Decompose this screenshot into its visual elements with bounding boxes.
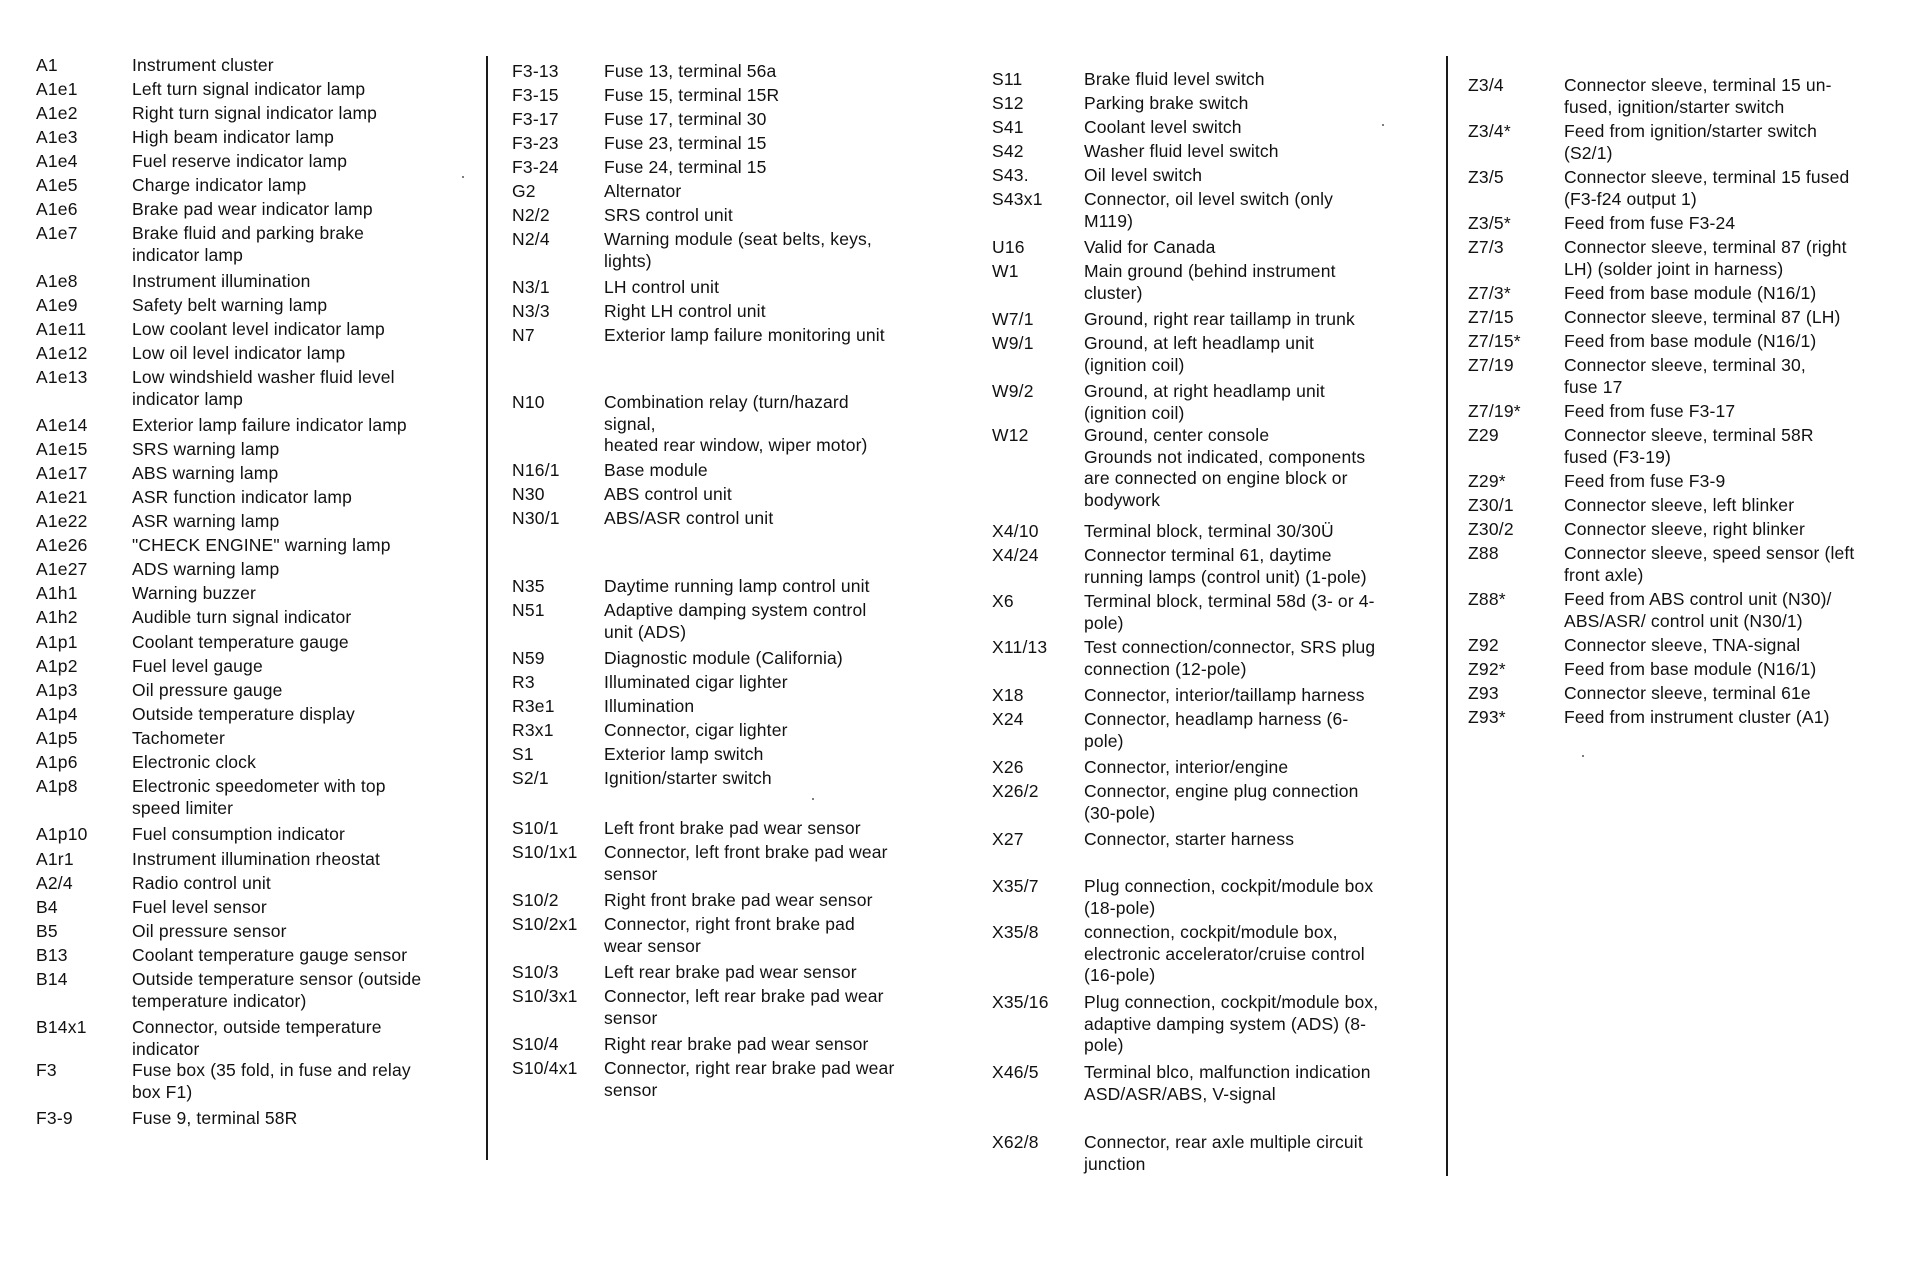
component-description: Connector sleeve, left blinker (1564, 495, 1795, 515)
component-code: R3 (512, 672, 535, 692)
component-code: A1p5 (36, 728, 78, 748)
component-code: S2/1 (512, 768, 549, 788)
component-code: A1e17 (36, 463, 88, 483)
component-code: A1e2 (36, 103, 78, 123)
component-code: S10/2 (512, 890, 559, 910)
component-description: Right LH control unit (604, 301, 766, 321)
component-code: Z3/5* (1468, 213, 1511, 233)
component-description: Brake pad wear indicator lamp (132, 199, 373, 219)
component-code: S12 (992, 93, 1024, 113)
component-description: Feed from fuse F3-17 (1564, 401, 1736, 421)
component-code: A1e22 (36, 511, 88, 531)
component-code: Z92* (1468, 659, 1506, 679)
component-description: Instrument illumination rheostat (132, 849, 380, 869)
component-code: R3x1 (512, 720, 554, 740)
component-description: Feed from ABS control unit (N30)/ ABS/ASR/ control unit (N30/1) (1564, 589, 1832, 631)
component-code: W7/1 (992, 309, 1034, 329)
component-description: Fuel level sensor (132, 897, 267, 917)
component-description: Plug connection, cockpit/module box, adaptive damping system (ADS) (8- pole) (1084, 992, 1379, 1055)
component-code: A1e4 (36, 151, 78, 171)
component-code: G2 (512, 181, 536, 201)
component-code: S10/4 (512, 1034, 559, 1054)
component-description: Connector sleeve, terminal 15 fused (F3-f24 output 1) (1564, 167, 1850, 209)
component-description: Coolant level switch (1084, 117, 1242, 137)
component-code: X6 (992, 591, 1014, 611)
component-code: X4/24 (992, 545, 1039, 565)
component-description: Fuse 23, terminal 15 (604, 133, 767, 153)
component-code: X35/8 (992, 922, 1039, 942)
component-code: X27 (992, 829, 1024, 849)
component-code: B4 (36, 897, 58, 917)
component-code: Z3/4* (1468, 121, 1511, 141)
component-description: Diagnostic module (California) (604, 648, 843, 668)
component-description: Connector sleeve, terminal 30, fuse 17 (1564, 355, 1806, 397)
component-code: A1p2 (36, 656, 78, 676)
component-code: A1p3 (36, 680, 78, 700)
component-description: Connector, rear axle multiple circuit junction (1084, 1132, 1363, 1174)
component-code: A1e3 (36, 127, 78, 147)
component-code: X35/16 (992, 992, 1049, 1012)
component-code: B13 (36, 945, 68, 965)
component-description: Alternator (604, 181, 682, 201)
component-description: Low oil level indicator lamp (132, 343, 346, 363)
component-code: A1e21 (36, 487, 88, 507)
component-description: Exterior lamp switch (604, 744, 764, 764)
component-code: R3e1 (512, 696, 555, 716)
component-description: Feed from fuse F3-24 (1564, 213, 1736, 233)
component-description: Brake fluid and parking brake indicator lamp (132, 223, 364, 265)
component-code: F3-13 (512, 61, 559, 81)
component-description: Right front brake pad wear sensor (604, 890, 873, 910)
component-code: F3-24 (512, 157, 559, 177)
component-code: Z88 (1468, 543, 1499, 563)
component-description: Ignition/starter switch (604, 768, 772, 788)
component-description: Adaptive damping system control unit (ADS) (604, 600, 867, 642)
component-description: Fuse 15, terminal 15R (604, 85, 780, 105)
component-code: Z7/19 (1468, 355, 1514, 375)
component-code: S10/4x1 (512, 1058, 578, 1078)
component-code: N3/3 (512, 301, 550, 321)
component-description: Feed from instrument cluster (A1) (1564, 707, 1830, 727)
component-description: Connector sleeve, terminal 15 un- fused, ignition/starter switch (1564, 75, 1832, 117)
component-code: Z3/4 (1468, 75, 1504, 95)
component-description: Connector sleeve, right blinker (1564, 519, 1806, 539)
component-code: A1e26 (36, 535, 88, 555)
component-code: F3-9 (36, 1108, 73, 1128)
component-description: Oil level switch (1084, 165, 1203, 185)
component-description: Right turn signal indicator lamp (132, 103, 378, 123)
component-code: W12 (992, 425, 1029, 445)
component-description: Coolant temperature gauge (132, 632, 349, 652)
component-description: Connector, interior/taillamp harness (1084, 685, 1365, 705)
component-description: Connector sleeve, TNA-signal (1564, 635, 1801, 655)
component-description: Washer fluid level switch (1084, 141, 1279, 161)
component-description: ASR warning lamp (132, 511, 280, 531)
component-code: A1e6 (36, 199, 78, 219)
component-code: A1r1 (36, 849, 74, 869)
component-description: Fuse 9, terminal 58R (132, 1108, 298, 1128)
component-code: Z29* (1468, 471, 1506, 491)
component-description: Terminal block, terminal 58d (3- or 4- pole) (1084, 591, 1375, 633)
component-description: Feed from fuse F3-9 (1564, 471, 1726, 491)
component-description: Test connection/connector, SRS plug connection (12-pole) (1084, 637, 1376, 679)
component-code: A1e27 (36, 559, 88, 579)
component-code: A1e8 (36, 271, 78, 291)
component-description: Charge indicator lamp (132, 175, 307, 195)
component-code: X46/5 (992, 1062, 1039, 1082)
component-code: Z7/15* (1468, 331, 1521, 351)
component-code: A1e9 (36, 295, 78, 315)
component-description: Daytime running lamp control unit (604, 576, 870, 596)
component-description: Parking brake switch (1084, 93, 1249, 113)
component-code: X26 (992, 757, 1024, 777)
component-description: Coolant temperature gauge sensor (132, 945, 408, 965)
column-divider-1 (486, 56, 488, 1160)
component-code: A1e1 (36, 79, 78, 99)
component-code: Z93* (1468, 707, 1506, 727)
component-code: B14 (36, 969, 68, 989)
component-description: Exterior lamp failure monitoring unit (604, 325, 885, 345)
component-code: X4/10 (992, 521, 1039, 541)
component-code: A1e7 (36, 223, 78, 243)
component-description: Connector, left rear brake pad wear sensor (604, 986, 884, 1028)
component-description: Left front brake pad wear sensor (604, 818, 861, 838)
component-code: A1 (36, 55, 58, 75)
component-description: Low coolant level indicator lamp (132, 319, 385, 339)
component-code: A1e11 (36, 319, 87, 339)
component-code: S41 (992, 117, 1024, 137)
component-description: Connector sleeve, terminal 87 (LH) (1564, 307, 1841, 327)
component-description: Fuse 17, terminal 30 (604, 109, 767, 129)
component-description: Ground, at left headlamp unit (ignition coil) (1084, 333, 1315, 375)
component-description: Fuse 13, terminal 56a (604, 61, 777, 81)
component-description: Brake fluid level switch (1084, 69, 1265, 89)
component-description: Warning module (seat belts, keys, lights) (604, 229, 872, 271)
component-code: X18 (992, 685, 1024, 705)
component-description: Illuminated cigar lighter (604, 672, 788, 692)
component-code: A1p10 (36, 824, 88, 844)
component-description: Fuel reserve indicator lamp (132, 151, 348, 171)
component-description: Left turn signal indicator lamp (132, 79, 366, 99)
component-code: Z7/19* (1468, 401, 1521, 421)
scan-speck (1382, 124, 1384, 126)
component-description: Illumination (604, 696, 695, 716)
component-description: Left rear brake pad wear sensor (604, 962, 857, 982)
component-description: Fuel level gauge (132, 656, 263, 676)
component-code: N16/1 (512, 460, 560, 480)
component-code: S11 (992, 69, 1023, 89)
component-description: Outside temperature sensor (outside temperature indicator) (132, 969, 422, 1011)
component-code: Z30/1 (1468, 495, 1514, 515)
component-code: N35 (512, 576, 545, 596)
component-description: SRS warning lamp (132, 439, 280, 459)
component-code: Z7/3* (1468, 283, 1511, 303)
component-code: F3-17 (512, 109, 559, 129)
component-code: A1e14 (36, 415, 88, 435)
component-code: Z92 (1468, 635, 1499, 655)
component-description: Valid for Canada (1084, 237, 1216, 257)
component-description: "CHECK ENGINE" warning lamp (132, 535, 391, 555)
component-description: Feed from base module (N16/1) (1564, 331, 1817, 351)
column-divider-2 (1446, 56, 1448, 1176)
component-code: Z30/2 (1468, 519, 1514, 539)
component-description: Connector, right rear brake pad wear sensor (604, 1058, 895, 1100)
component-description: Base module (604, 460, 708, 480)
component-code: Z93 (1468, 683, 1499, 703)
component-code: F3 (36, 1060, 57, 1080)
component-code: N30 (512, 484, 545, 504)
component-description: Connector, engine plug connection (30-pole) (1084, 781, 1359, 823)
component-code: N10 (512, 392, 545, 412)
component-code: F3-15 (512, 85, 559, 105)
component-description: Connector, outside temperature indicator (132, 1017, 382, 1059)
component-description: Connector, starter harness (1084, 829, 1295, 849)
component-description: ABS warning lamp (132, 463, 279, 483)
component-code: S42 (992, 141, 1024, 161)
component-description: ADS warning lamp (132, 559, 280, 579)
component-code: N2/2 (512, 205, 550, 225)
component-code: U16 (992, 237, 1025, 257)
component-description: Outside temperature display (132, 704, 355, 724)
component-code: N7 (512, 325, 535, 345)
component-description: Connector sleeve, terminal 58R fused (F3-19) (1564, 425, 1814, 467)
component-description: Tachometer (132, 728, 225, 748)
component-description: Instrument illumination (132, 271, 311, 291)
component-description: ABS control unit (604, 484, 732, 504)
component-code: N2/4 (512, 229, 550, 249)
component-code: N51 (512, 600, 545, 620)
component-description: Connector terminal 61, daytime running lamps (control unit) (1-pole) (1084, 545, 1367, 587)
component-code: A1p8 (36, 776, 78, 796)
component-description: Ground, center console Grounds not indicated, components are connected on engine block or bodywork (1084, 425, 1366, 510)
component-code: Z88* (1468, 589, 1506, 609)
component-code: N30/1 (512, 508, 560, 528)
component-description: Audible turn signal indicator (132, 607, 352, 627)
component-code: X24 (992, 709, 1024, 729)
component-description: ASR function indicator lamp (132, 487, 352, 507)
component-code: A1p4 (36, 704, 78, 724)
component-description: Connector sleeve, terminal 87 (right LH) (solder joint in harness) (1564, 237, 1847, 279)
component-code: B14x1 (36, 1017, 87, 1037)
component-description: Oil pressure gauge (132, 680, 283, 700)
scan-speck (812, 798, 814, 800)
component-description: Connector, headlamp harness (6- pole) (1084, 709, 1349, 751)
component-code: F3-23 (512, 133, 559, 153)
component-description: Fuel consumption indicator (132, 824, 346, 844)
component-code: A1p1 (36, 632, 78, 652)
component-code: X35/7 (992, 876, 1039, 896)
component-description: Feed from base module (N16/1) (1564, 659, 1817, 679)
component-description: Exterior lamp failure indicator lamp (132, 415, 407, 435)
component-code: X62/8 (992, 1132, 1039, 1152)
component-description: Oil pressure sensor (132, 921, 287, 941)
component-description: Fuse box (35 fold, in fuse and relay box F1) (132, 1060, 411, 1102)
scan-speck (462, 176, 464, 178)
component-code: A1p6 (36, 752, 78, 772)
component-description: Connector, interior/engine (1084, 757, 1289, 777)
component-code: A1h1 (36, 583, 78, 603)
component-code: N3/1 (512, 277, 550, 297)
component-description: Main ground (behind instrument cluster) (1084, 261, 1336, 303)
component-code: A1e5 (36, 175, 78, 195)
component-description: Radio control unit (132, 873, 271, 893)
component-description: SRS control unit (604, 205, 733, 225)
component-description: Combination relay (turn/hazard signal, heated rear window, wiper motor) (604, 392, 868, 455)
component-code: B5 (36, 921, 58, 941)
component-code: S10/1 (512, 818, 559, 838)
component-description: Right rear brake pad wear sensor (604, 1034, 869, 1054)
component-description: Feed from base module (N16/1) (1564, 283, 1817, 303)
component-description: LH control unit (604, 277, 720, 297)
component-code: Z7/3 (1468, 237, 1504, 257)
component-code: Z3/5 (1468, 167, 1504, 187)
component-description: Connector, left front brake pad wear sensor (604, 842, 888, 884)
component-description: Safety belt warning lamp (132, 295, 328, 315)
component-description: Electronic speedometer with top speed limiter (132, 776, 386, 818)
component-description: Terminal block, terminal 30/30Ü (1084, 521, 1334, 541)
component-code: S10/3 (512, 962, 559, 982)
component-code: A1e15 (36, 439, 88, 459)
scan-speck (1582, 755, 1584, 757)
component-description: Connector, cigar lighter (604, 720, 788, 740)
component-code: Z7/15 (1468, 307, 1514, 327)
component-description: Connector, oil level switch (only M119) (1084, 189, 1334, 231)
component-code: W1 (992, 261, 1019, 281)
component-description: Connector sleeve, speed sensor (left front axle) (1564, 543, 1855, 585)
component-code: A1e13 (36, 367, 88, 387)
component-code: S43x1 (992, 189, 1043, 209)
component-code: A1e12 (36, 343, 88, 363)
component-code: W9/2 (992, 381, 1034, 401)
component-description: Connector sleeve, terminal 61e (1564, 683, 1811, 703)
component-description: Fuse 24, terminal 15 (604, 157, 767, 177)
component-code: N59 (512, 648, 545, 668)
component-description: High beam indicator lamp (132, 127, 335, 147)
component-description: ABS/ASR control unit (604, 508, 774, 528)
component-description: connection, cockpit/module box, electronic accelerator/cruise control (16-pole) (1084, 922, 1365, 985)
component-code: S43. (992, 165, 1029, 185)
component-code: A1h2 (36, 607, 78, 627)
component-code: S10/3x1 (512, 986, 578, 1006)
component-code: X11/13 (992, 637, 1048, 657)
component-description: Plug connection, cockpit/module box (18-pole) (1084, 876, 1374, 918)
component-description: Ground, right rear taillamp in trunk (1084, 309, 1355, 329)
component-description: Connector, right front brake pad wear sensor (604, 914, 855, 956)
component-code: S10/1x1 (512, 842, 578, 862)
component-code: S10/2x1 (512, 914, 578, 934)
component-code: A2/4 (36, 873, 73, 893)
component-code: S1 (512, 744, 534, 764)
component-description: Instrument cluster (132, 55, 274, 75)
component-description: Ground, at right headlamp unit (ignition coil) (1084, 381, 1325, 423)
component-description: Feed from ignition/starter switch (S2/1) (1564, 121, 1817, 163)
component-description: Terminal blco, malfunction indication ASD/ASR/ABS, V-signal (1084, 1062, 1371, 1104)
component-code: X26/2 (992, 781, 1039, 801)
component-description: Warning buzzer (132, 583, 257, 603)
component-code: W9/1 (992, 333, 1034, 353)
component-code: Z29 (1468, 425, 1499, 445)
component-description: Electronic clock (132, 752, 256, 772)
component-description: Low windshield washer fluid level indicator lamp (132, 367, 395, 409)
